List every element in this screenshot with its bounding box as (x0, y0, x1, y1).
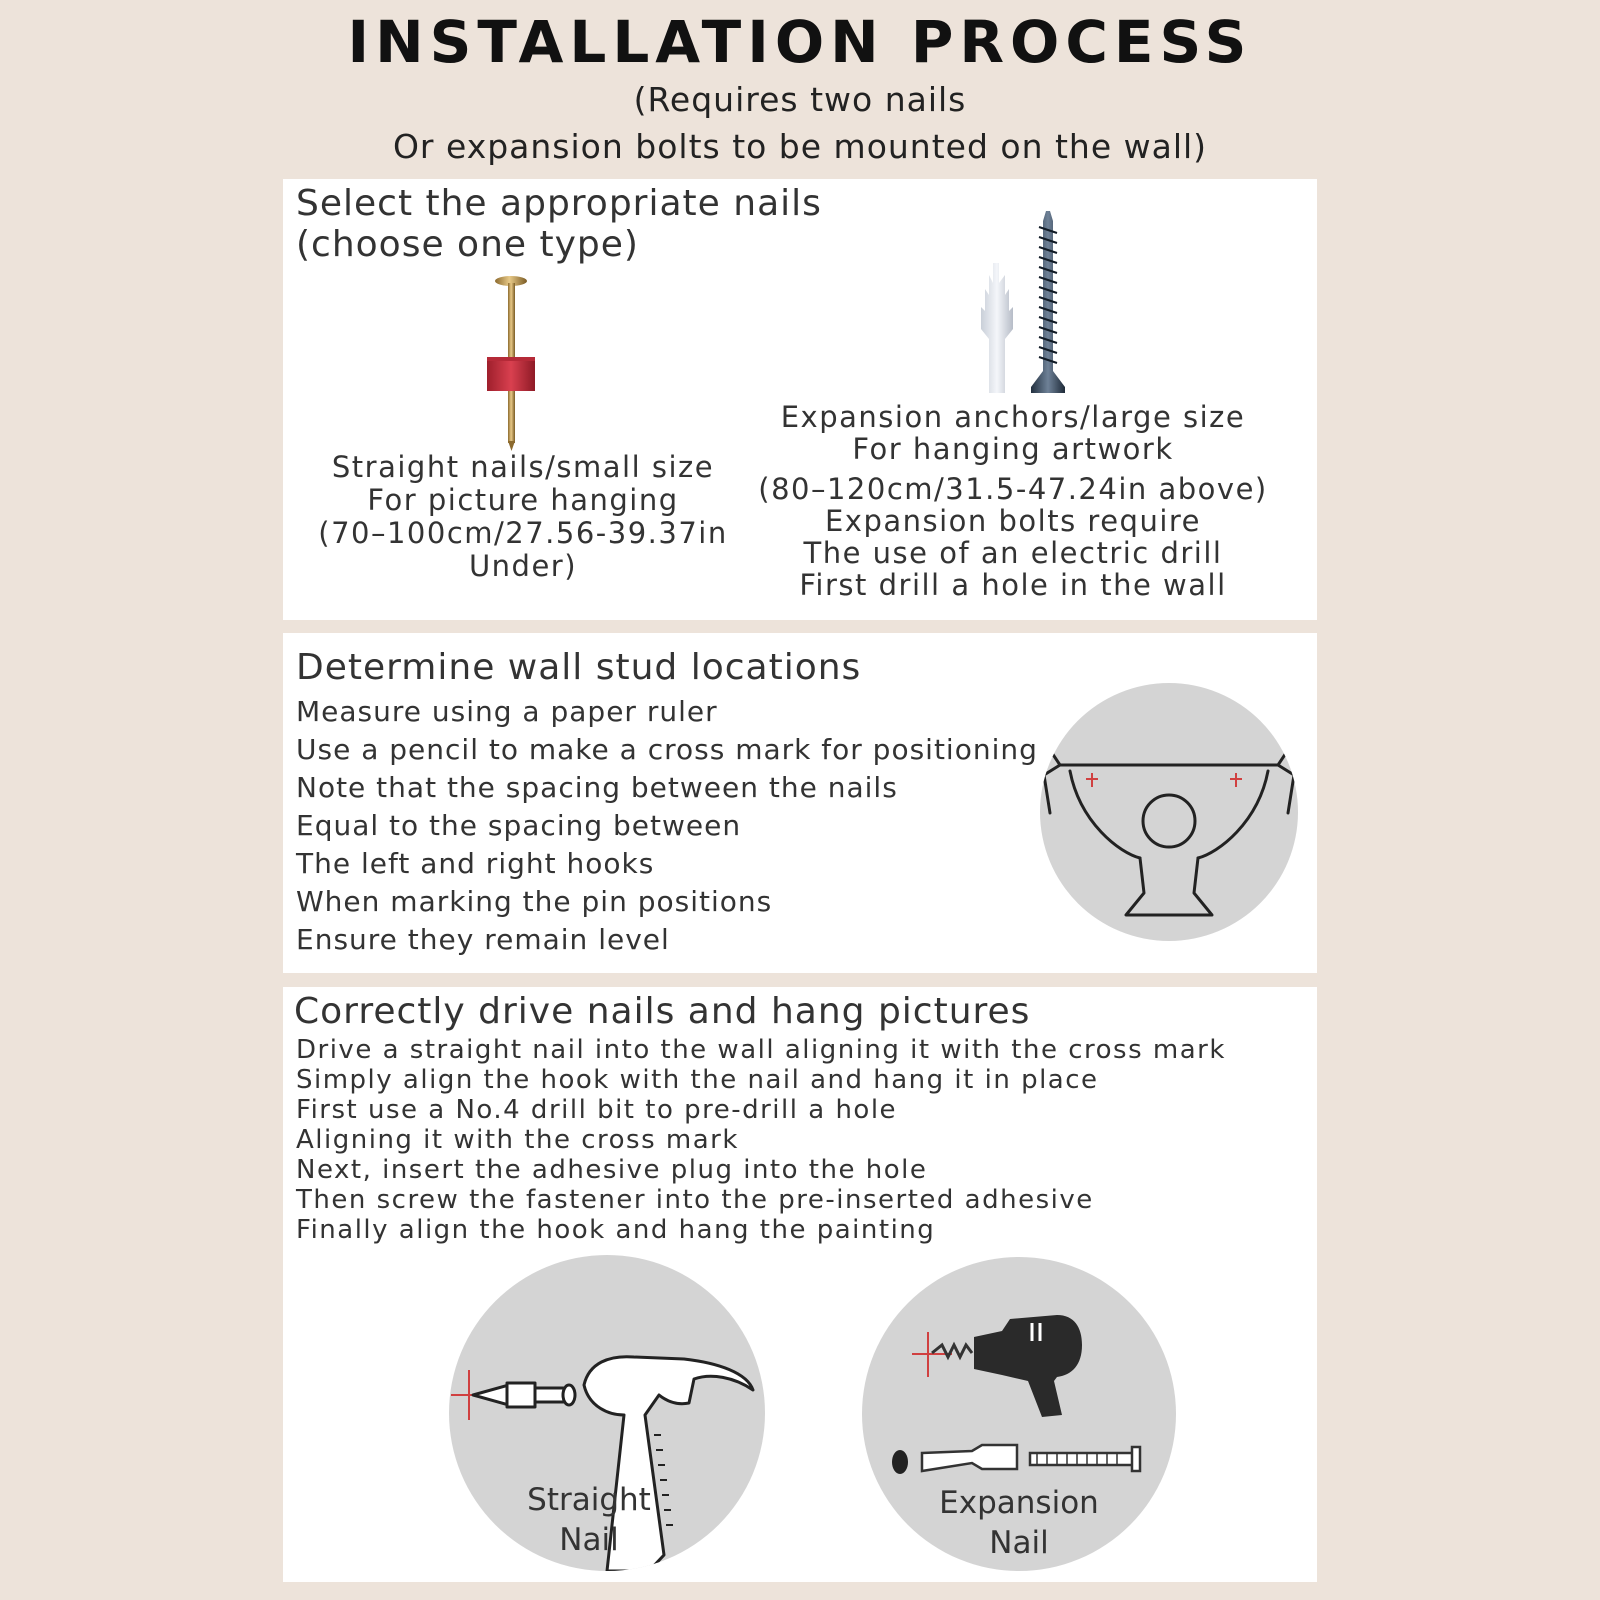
instruction-line: Then screw the fastener into the pre-inserted adhesive (296, 1185, 1094, 1215)
instruction-line: Equal to the spacing between (296, 809, 742, 842)
drive-nails-heading: Correctly drive nails and hang pictures (294, 991, 1031, 1032)
straight-nail-description: Straight nails/small size For picture hanging (70–100cm/27.56-39.37in Under) (318, 450, 728, 583)
instruction-line: Drive a straight nail into the wall aligning it with the cross mark (296, 1035, 1226, 1065)
instruction-line: Note that the spacing between the nails (296, 771, 898, 804)
page-subtitle-line2: Or expansion bolts to be mounted on the wall) (392, 127, 1208, 166)
expansion-anchor-icon (973, 211, 1083, 396)
straight-nail-icon (481, 275, 541, 451)
instruction-line: When marking the pin positions (296, 885, 773, 918)
expansion-nail-circle (862, 1257, 1176, 1571)
instruction-line: First use a No.4 drill bit to pre-drill a hole (296, 1095, 898, 1125)
straight-nail-circle (449, 1255, 765, 1571)
instruction-line: Measure using a paper ruler (296, 695, 718, 728)
instruction-line: Finally align the hook and hang the painting (296, 1215, 936, 1245)
page-subtitle-line1: (Requires two nails (633, 80, 967, 119)
instruction-line: Use a pencil to make a cross mark for positioning (296, 733, 1038, 766)
drive-nails-instructions (296, 1035, 1226, 1245)
wall-stud-heading: Determine wall stud locations (296, 647, 862, 688)
select-nails-panel (283, 179, 1317, 620)
page-title: INSTALLATION PROCESS (347, 8, 1253, 76)
instruction-line: Ensure they remain level (296, 923, 670, 956)
drive-nails-panel (283, 987, 1317, 1582)
expansion-anchor-description: Expansion anchors/large size For hanging artwork (80–120cm/31.5-47.24in above) Expansion bolts require The use of an electric drill First drill a hole in the wall (758, 400, 1268, 602)
instruction-line: Simply align the hook with the nail and hang it in place (296, 1065, 1099, 1095)
instruction-line: Next, insert the adhesive plug into the hole (296, 1155, 928, 1185)
wall-stud-panel (283, 633, 1317, 973)
expansion-nail-label: Expansion Nail (939, 1485, 1099, 1562)
wall-stud-instructions (296, 693, 1038, 959)
straight-nail-label: Straight Nail (527, 1482, 651, 1559)
hanger-diagram-icon (1040, 683, 1298, 941)
select-nails-heading: Select the appropriate nails (choose one type) (296, 183, 822, 266)
instruction-line: The left and right hooks (296, 847, 655, 880)
instruction-line: Aligning it with the cross mark (296, 1125, 739, 1155)
